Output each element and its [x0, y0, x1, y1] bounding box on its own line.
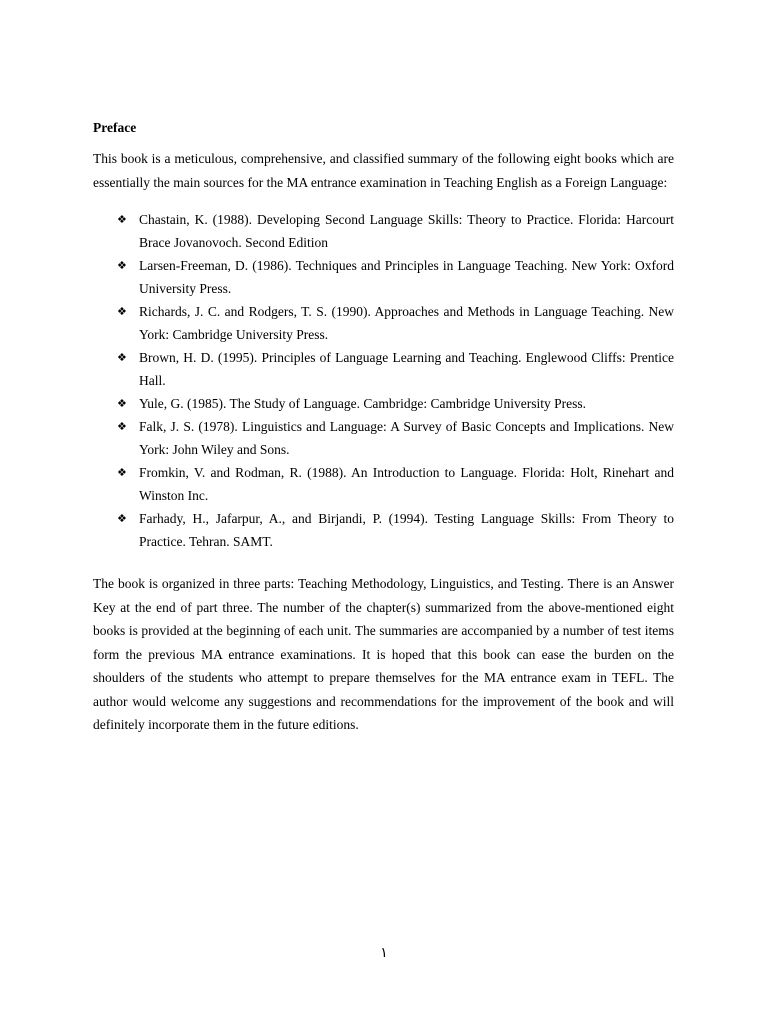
reference-item	[93, 300, 674, 346]
diamond-dots-icon: ❖	[117, 420, 127, 433]
closing-paragraph: The book is organized in three parts: Teaching Methodology, Linguistics, and Testing. There is an Answer Key at the end of part three. The number of the chapter(s) summarized from the above-mentioned eight books is provided at the beginning of each unit. The summaries are accompanied by a number of test items form the previous MA entrance examinations. It is hoped that this book can ease the burden on the shoulders of the students who attempt to prepare themselves for the MA entrance exam in TEFL. The author would welcome any suggestions and recommendations for the improvement of the book and will definitely incorporate them in the future editions.	[93, 576, 674, 732]
reference-text: Fromkin, V. and Rodman, R. (1988). An Introduction to Language. Florida: Holt, Rinehart and Winston Inc.	[139, 465, 674, 503]
reference-text: Chastain, K. (1988). Developing Second Language Skills: Theory to Practice. Florida: Harcourt Brace Jovanovoch. Second Edition	[139, 212, 674, 250]
reference-list	[93, 208, 674, 553]
diamond-dots-icon: ❖	[117, 259, 127, 272]
intro-paragraph: This book is a meticulous, comprehensive, and classified summary of the following eight books which are essentially the main sources for the MA entrance examination in Teaching English as a Foreign Language:	[93, 151, 674, 190]
reference-text: Yule, G. (1985). The Study of Language. Cambridge: Cambridge University Press.	[139, 396, 587, 411]
reference-item	[93, 208, 674, 254]
reference-item	[93, 392, 674, 415]
reference-text: Brown, H. D. (1995). Principles of Language Learning and Teaching. Englewood Cliffs: Prentice Hall.	[139, 350, 674, 388]
reference-text: Larsen-Freeman, D. (1986). Techniques and Principles in Language Teaching. New York: Oxford University Press.	[139, 258, 674, 296]
preface-heading: Preface	[93, 120, 137, 135]
reference-item	[93, 415, 674, 461]
reference-item	[93, 461, 674, 507]
diamond-dots-icon: ❖	[117, 351, 127, 364]
reference-item	[93, 346, 674, 392]
diamond-dots-icon: ❖	[117, 305, 127, 318]
reference-text: Richards, J. C. and Rodgers, T. S. (1990). Approaches and Methods in Language Teaching. New York: Cambridge University Press.	[139, 304, 674, 342]
diamond-dots-icon: ❖	[117, 512, 127, 525]
diamond-dots-icon: ❖	[117, 397, 127, 410]
diamond-dots-icon: ❖	[117, 213, 127, 226]
diamond-dots-icon: ❖	[117, 466, 127, 479]
reference-item	[93, 254, 674, 300]
reference-item	[93, 507, 674, 553]
page-number: ١	[380, 946, 388, 961]
reference-text: Farhady, H., Jafarpur, A., and Birjandi, P. (1994). Testing Language Skills: From Theory to Practice. Tehran. SAMT.	[139, 511, 674, 549]
page-content	[93, 118, 674, 737]
reference-text: Falk, J. S. (1978). Linguistics and Language: A Survey of Basic Concepts and Implications. New York: John Wiley and Sons.	[139, 419, 674, 457]
